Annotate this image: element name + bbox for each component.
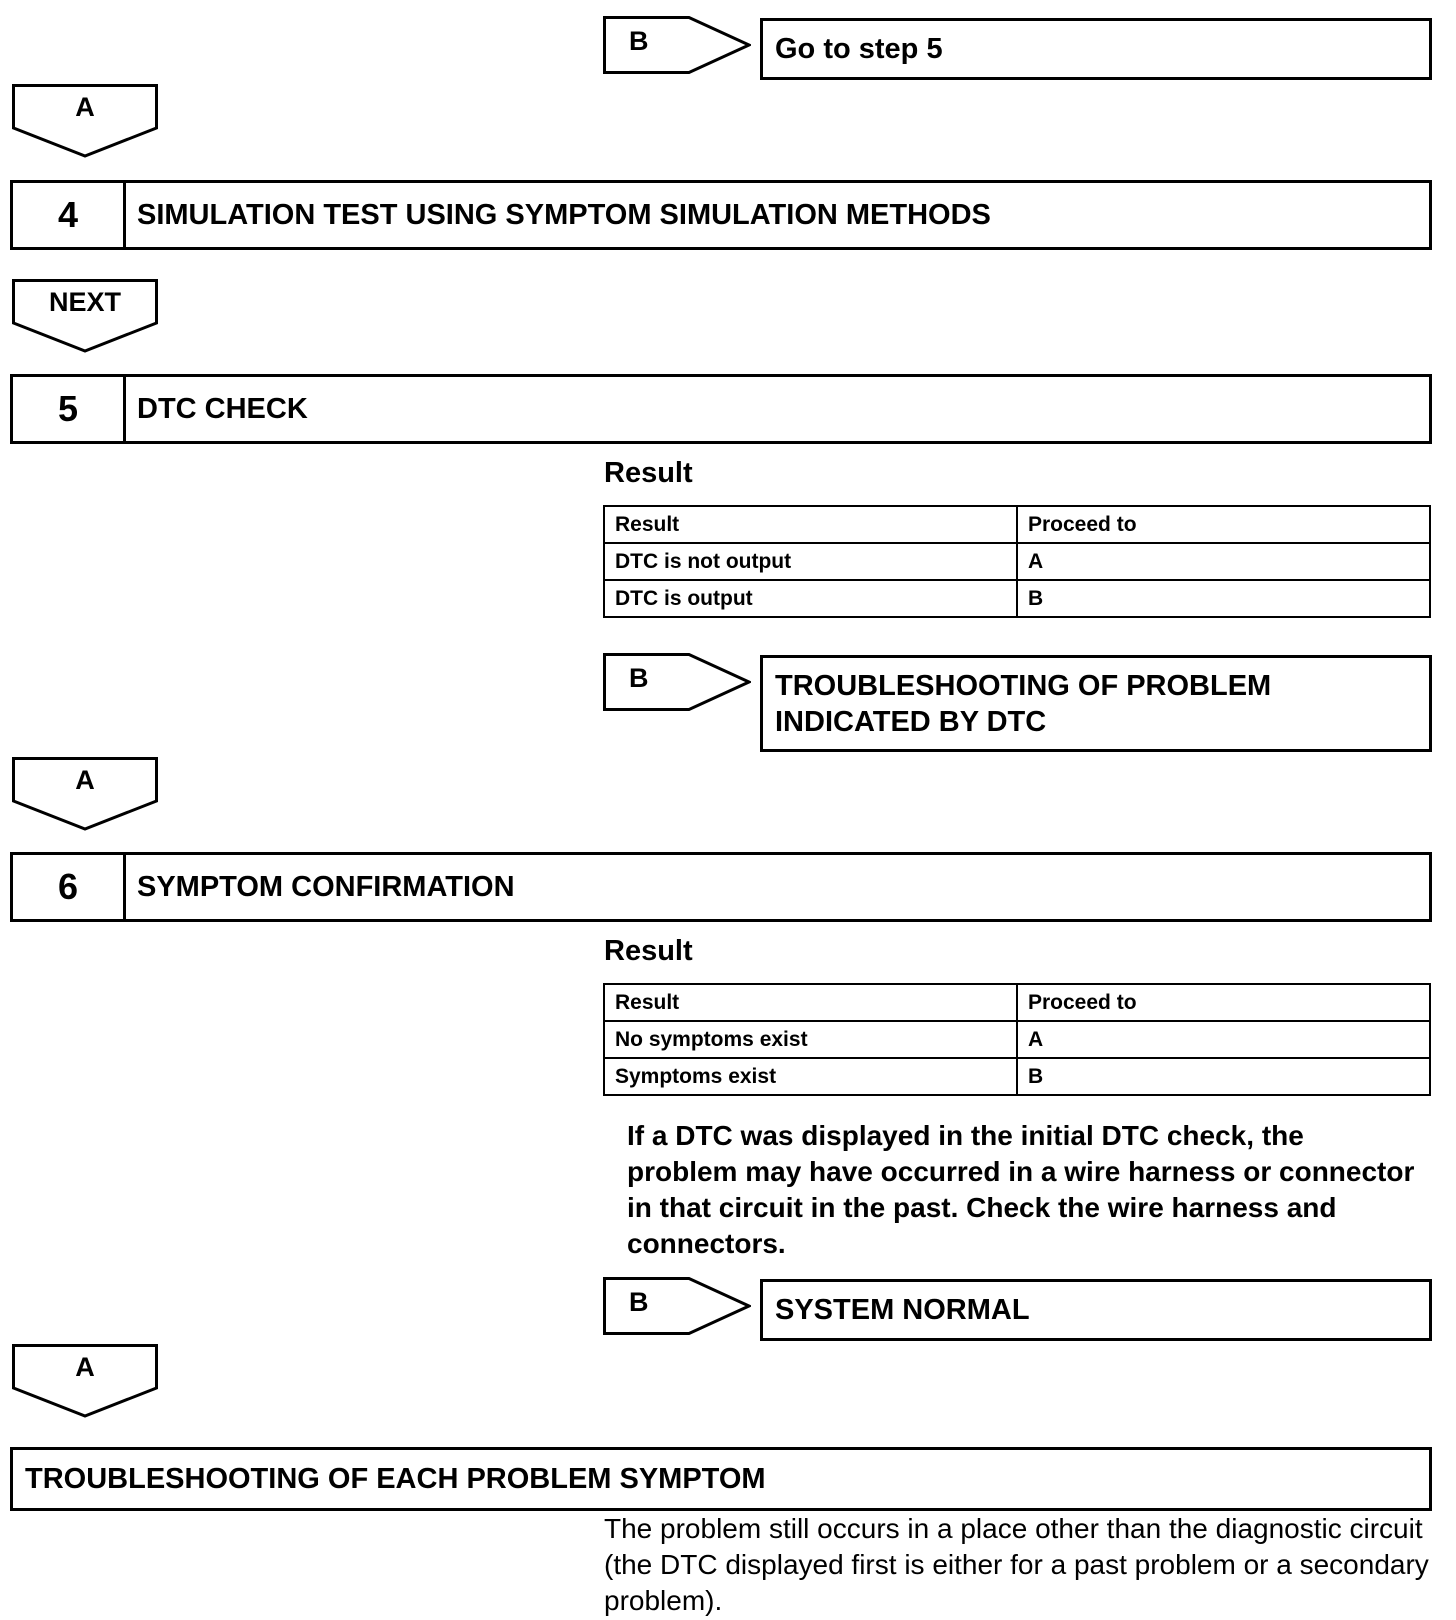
step-5-result-table bbox=[603, 505, 1431, 618]
table-cell: B bbox=[1017, 1058, 1430, 1095]
troubleshooting-dtc-box[interactable] bbox=[760, 655, 1432, 752]
table-cell: A bbox=[1017, 543, 1430, 580]
table-row bbox=[604, 1058, 1430, 1095]
right-arrow-shape bbox=[603, 1277, 751, 1335]
table-header-cell: Proceed to bbox=[1017, 506, 1430, 543]
table-header-row bbox=[604, 506, 1430, 543]
arrow-label: A bbox=[75, 92, 95, 122]
arrow-a-button-1[interactable] bbox=[12, 84, 158, 158]
branch-label: B bbox=[629, 26, 649, 56]
step-6-note: If a DTC was displayed in the initial DTC check, the problem may have occurred in a wire harness or connector in that circuit in the past. Check the wire harness and connectors. bbox=[627, 1120, 1415, 1259]
table-header-cell: Result bbox=[604, 984, 1017, 1021]
arrow-next-button[interactable] bbox=[12, 279, 158, 353]
table-row bbox=[604, 1021, 1430, 1058]
step-number: 5 bbox=[13, 377, 126, 441]
step-number: 6 bbox=[13, 855, 126, 919]
table-row bbox=[604, 580, 1430, 617]
branch-label: B bbox=[629, 1287, 649, 1317]
branch-b-button-step5[interactable] bbox=[603, 653, 751, 711]
arrow-label: A bbox=[75, 765, 95, 795]
step-4-header bbox=[10, 180, 1432, 250]
table-cell: A bbox=[1017, 1021, 1430, 1058]
final-troubleshooting-header bbox=[10, 1447, 1432, 1511]
right-arrow-shape bbox=[603, 16, 751, 74]
step-5-header bbox=[10, 374, 1432, 444]
step-6-header bbox=[10, 852, 1432, 922]
result-heading: Result bbox=[604, 457, 693, 489]
target-text: SYSTEM NORMAL bbox=[775, 1294, 1030, 1326]
table-header-cell: Proceed to bbox=[1017, 984, 1430, 1021]
target-text: Go to step 5 bbox=[775, 33, 943, 65]
system-normal-box[interactable] bbox=[760, 1279, 1432, 1341]
arrow-label: A bbox=[75, 1352, 95, 1382]
target-text-line2: INDICATED BY DTC bbox=[775, 705, 1047, 738]
step-6-result-table bbox=[603, 983, 1431, 1096]
table-cell: DTC is not output bbox=[604, 543, 1017, 580]
result-heading: Result bbox=[604, 935, 693, 967]
step-number: 4 bbox=[13, 183, 126, 247]
arrow-label: NEXT bbox=[48, 287, 121, 317]
branch-label: B bbox=[629, 663, 649, 693]
branch-b-button-top[interactable] bbox=[603, 16, 751, 74]
step-title: SIMULATION TEST USING SYMPTOM SIMULATION METHODS bbox=[137, 198, 991, 231]
arrow-a-button-3[interactable] bbox=[12, 1344, 158, 1418]
final-note: The problem still occurs in a place other than the diagnostic circuit (the DTC displayed first is either for a past problem or a secondary problem). bbox=[604, 1513, 1429, 1616]
target-text-line1: TROUBLESHOOTING OF PROBLEM bbox=[775, 669, 1272, 702]
arrow-a-button-2[interactable] bbox=[12, 757, 158, 831]
table-row bbox=[604, 543, 1430, 580]
branch-b-button-step6[interactable] bbox=[603, 1277, 751, 1335]
table-cell: DTC is output bbox=[604, 580, 1017, 617]
final-title: TROUBLESHOOTING OF EACH PROBLEM SYMPTOM bbox=[25, 1462, 766, 1495]
table-header-row bbox=[604, 984, 1430, 1021]
right-arrow-shape bbox=[603, 653, 751, 711]
step-title: DTC CHECK bbox=[137, 392, 308, 425]
step-title: SYMPTOM CONFIRMATION bbox=[137, 870, 515, 903]
table-cell: Symptoms exist bbox=[604, 1058, 1017, 1095]
table-header-cell: Result bbox=[604, 506, 1017, 543]
go-to-step-5-box[interactable] bbox=[760, 18, 1432, 80]
table-cell: No symptoms exist bbox=[604, 1021, 1017, 1058]
table-cell: B bbox=[1017, 580, 1430, 617]
